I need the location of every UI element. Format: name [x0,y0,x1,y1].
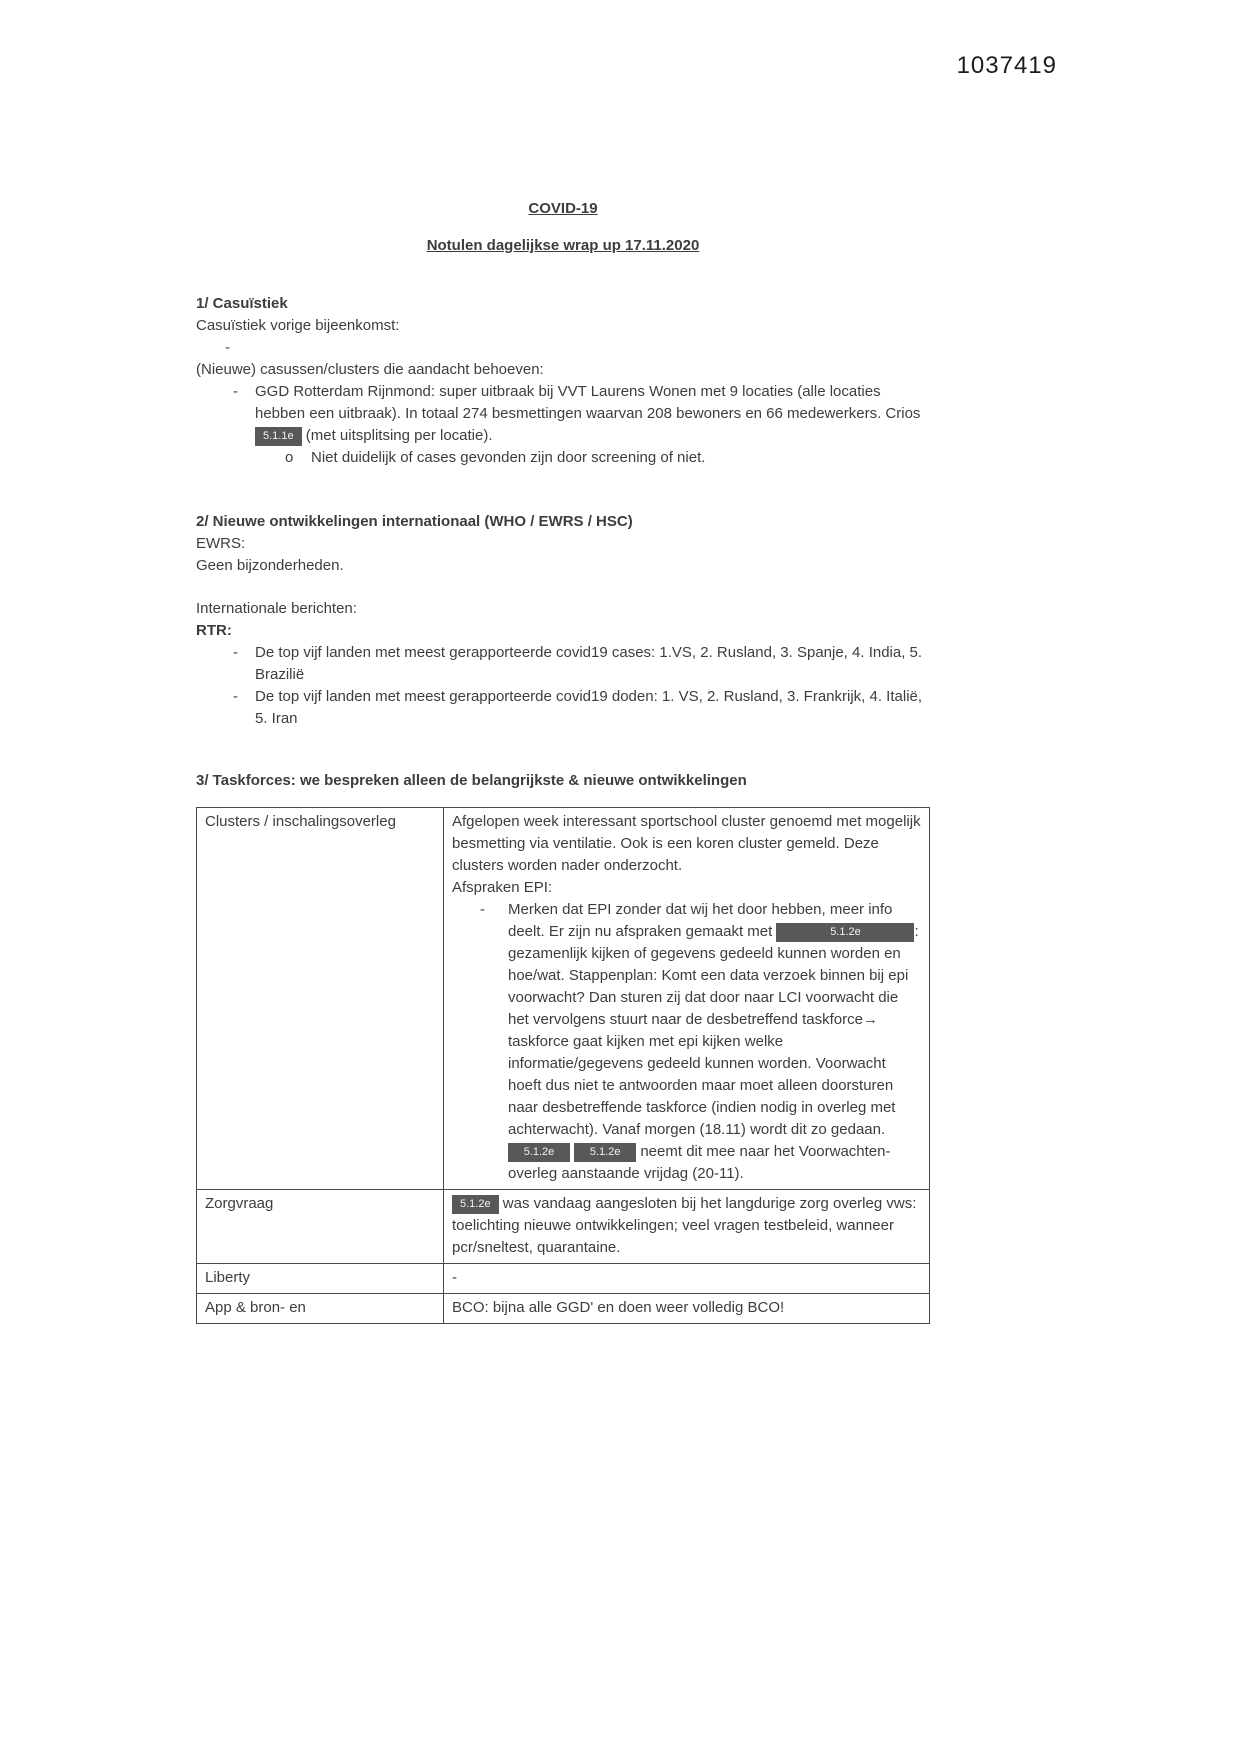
document-title: COVID-19 [528,200,598,217]
bullet-marker: o [285,449,294,466]
bullet-text: Niet duidelijk of cases gevonden zijn door screening of niet. [311,449,706,466]
sub-list-item [196,447,930,469]
document-subtitle: Notulen dagelijkse wrap up 17.11.2020 [426,237,700,254]
bullet-marker: - [233,644,238,661]
redaction-box: 5.1.2e [508,1143,570,1162]
cell-paragraph: Afspraken EPI: [452,879,553,896]
table-row [197,808,930,1190]
cell-paragraph: Afgelopen week interessant sportschool cluster genoemd met mogelijk besmetting via ventilatie. Ook is een koren cluster gemeld. Deze clusters worden nader onderzocht. [452,813,921,874]
row-content: BCO: bijna alle GGD' en doen weer volledig BCO! [444,1294,930,1324]
row-label: Zorgvraag [197,1190,444,1264]
ewrs-text: Geen bijzonderheden. [196,557,344,574]
empty-bullet [196,337,930,359]
section-taskforces [196,770,930,1324]
redaction-box: 5.1.2e [776,923,914,942]
bullet-marker: - [233,383,238,400]
bullet-text [255,381,930,447]
row-label: Clusters / inschalingsoverleg [197,808,444,1190]
list-item [196,381,930,447]
text-run: (met uitsplitsing per locatie). [305,427,493,444]
table-row [197,1294,930,1324]
ewrs-label: EWRS: [196,535,246,552]
section-casuistiek [196,293,930,469]
section-internationaal [196,511,930,730]
section1-line2: (Nieuwe) casussen/clusters die aandacht behoeven: [196,361,544,378]
bullet-marker: - [480,901,485,918]
section2-heading: 2/ Nieuwe ontwikkelingen internationaal (WHO / EWRS / HSC) [196,513,633,530]
row-content [444,808,930,1190]
row-content: - [444,1264,930,1294]
bullet-text: De top vijf landen met meest gerapporteerde covid19 doden: 1. VS, 2. Rusland, 3. Frankrijk, 4. Italië, 5. Iran [255,688,923,727]
table-row [197,1190,930,1264]
list-item [196,686,930,730]
section3-heading: 3/ Taskforces: we bespreken alleen de belangrijkste & nieuwe ontwikkelingen [196,772,747,789]
bullet-text [508,899,921,1185]
list-item [452,899,921,1185]
text-run: was vandaag aangesloten bij het langdurige zorg overleg vws: toelichting nieuwe ontwikkelingen; veel vragen testbeleid, wanneer pcr/sneltest, quarantaine. [452,1195,917,1256]
row-label: Liberty [197,1264,444,1294]
taskforces-table [196,807,930,1324]
redaction-box: 5.1.2e [452,1195,499,1214]
redaction-box: 5.1.2e [574,1143,636,1162]
bullet-marker: - [225,339,230,356]
section1-heading: 1/ Casuïstiek [196,295,288,312]
bullet-marker: - [233,688,238,705]
text-run: GGD Rotterdam Rijnmond: super uitbraak bij VVT Laurens Wonen met 9 locaties (alle locaties hebben een uitbraak). In totaal 274 besmettingen waarvan 208 bewoners en 66 medewerkers. Crios [255,383,921,422]
text-run: neemt dit mee naar het Voorwachten-overleg aanstaande vrijdag (20-11). [508,1143,891,1182]
section1-intro: Casuïstiek vorige bijeenkomst: [196,317,400,334]
table-row [197,1264,930,1294]
list-item [196,642,930,686]
row-content [444,1190,930,1264]
rtr-label: RTR: [196,622,232,639]
text-run: Merken dat EPI zonder dat wij het door hebben, meer info deelt. Er zijn nu afspraken gemaakt met [508,901,893,940]
row-label: App & bron- en [197,1294,444,1324]
intl-label: Internationale berichten: [196,600,357,617]
redaction-box: 5.1.1e [255,427,302,446]
text-run: : gezamenlijk kijken of gegevens gedeeld kunnen worden en hoe/wat. Stappenplan: Komt een data verzoek binnen bij epi voorwacht? Dan sturen zij dat door naar LCI voorwacht die het vervolgens stuurt naar de desbetreffend taskforce→ taskforce gaat kijken met epi kijken welke informatie/gegevens gedeeld kunnen worden. Voorwacht hoeft dus niet te antwoorden maar moet alleen doorsturen naar desbetreffende taskforce (indien nodig in overleg met achterwacht). Vanaf morgen (18.11) wordt dit zo gedaan. [508,923,919,1138]
bullet-text: De top vijf landen met meest gerapporteerde covid19 cases: 1.VS, 2. Rusland, 3. Spanje, 4. India, 5. Brazilië [255,644,923,683]
document-content [196,0,930,1324]
document-number: 1037419 [956,52,1057,79]
